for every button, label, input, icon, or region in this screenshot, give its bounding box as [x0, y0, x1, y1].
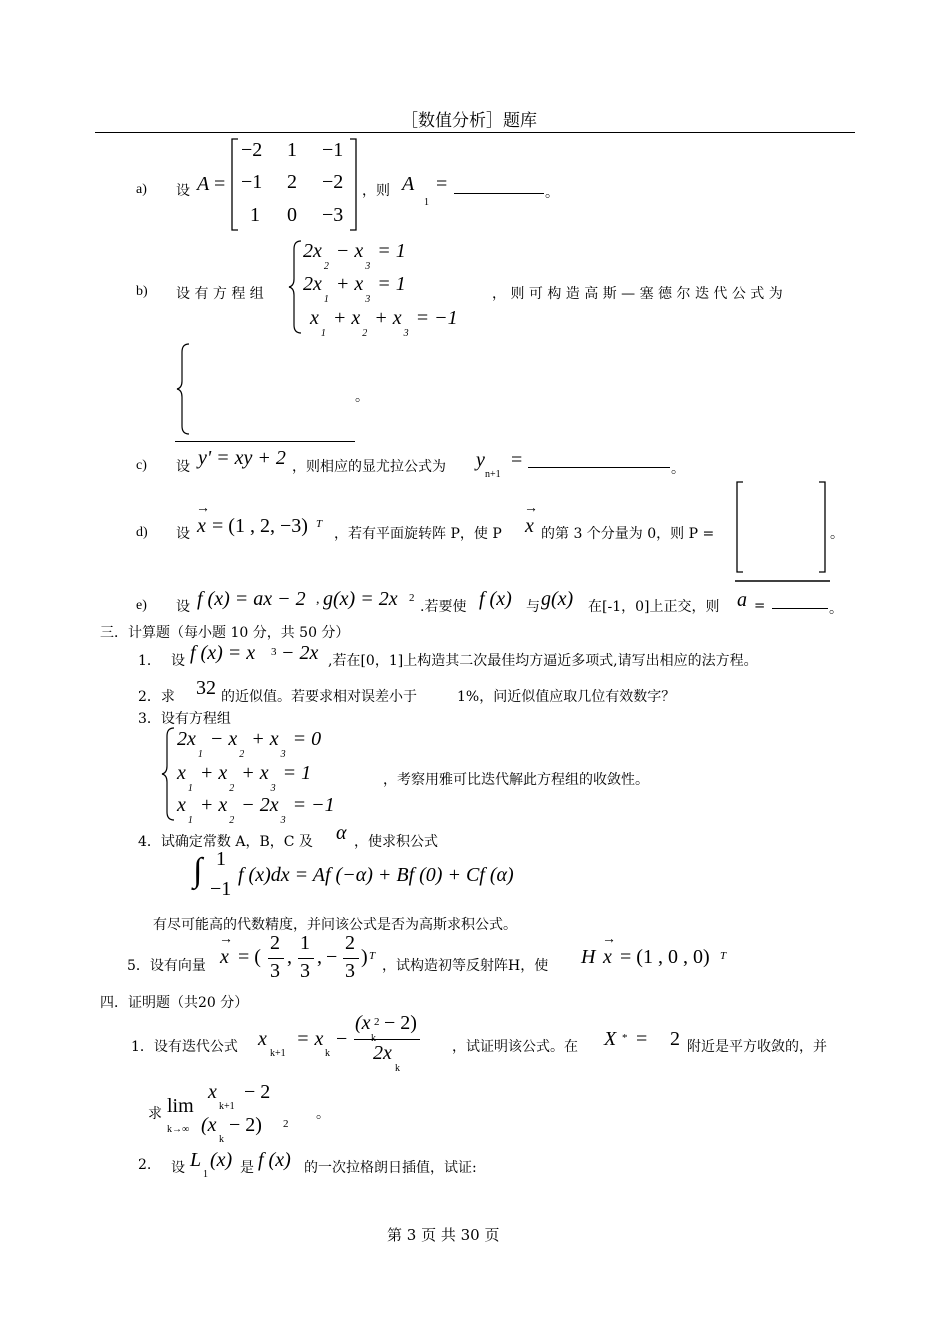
vector-arrow-icon: → — [196, 501, 210, 516]
item-a-eq2: = — [436, 173, 448, 195]
page-title: ［数值分析］题库 — [401, 111, 537, 131]
item-c-mid: ，则相应的显尤拉公式为 — [292, 459, 446, 475]
item-a-norm-var: A — [402, 173, 415, 195]
item-d-vec2: x — [525, 515, 534, 537]
q3-1-sup: 3 — [271, 646, 277, 658]
item-e-gsup: 2 — [409, 592, 415, 604]
q4-2-Lsub: 1 — [203, 1169, 208, 1180]
q3-5-close: ) — [361, 946, 368, 968]
item-e-prefix: 设 — [176, 599, 190, 615]
q4-1-lim-sub: k→∞ — [167, 1124, 190, 1135]
item-a-norm-sub: 1 — [424, 197, 429, 208]
matrix-cell: 0 — [287, 204, 297, 226]
item-a-then: ，则 — [362, 183, 390, 199]
item-e-fx: f (x) — [479, 588, 512, 610]
item-d-vec: x — [197, 515, 206, 537]
item-c-ysub: n+1 — [485, 469, 501, 480]
frac-comma: , — [317, 946, 322, 968]
vector-arrow-icon: → — [524, 501, 538, 516]
item-e-eq: = — [754, 598, 766, 614]
q3-system-eq1: $2x_1 - x_2 + x_3 = 0$ — [177, 728, 322, 760]
answer-brace — [176, 342, 192, 436]
q4-1-fd: (x — [201, 1114, 217, 1136]
integral-sign: ∫ — [193, 852, 203, 889]
frac-num: 2 — [345, 932, 355, 954]
answer-blank — [454, 193, 544, 194]
q4-1-eq: = x — [296, 1028, 324, 1050]
item-b-label: b) — [136, 284, 148, 299]
item-d-T: T — [316, 518, 323, 530]
q3-4-text2: 有尽可能高的代数精度，并问该公式是否为高斯求积公式。 — [153, 917, 517, 933]
answer-blank — [175, 441, 355, 442]
q4-1-fd-rest: − 2) — [229, 1114, 262, 1136]
matrix-cell: −2 — [241, 139, 263, 161]
q4-1-star: * — [622, 1032, 628, 1044]
q4-1-num: 1．设有迭代公式 — [131, 1039, 238, 1055]
q3-2-num: 2．求 — [138, 689, 175, 705]
section4-title: 四．证明题（共20 分） — [100, 995, 249, 1011]
q3-1-f2: − 2x — [281, 642, 319, 664]
q3-1-text: ,若在[0，1]上构造其二次最佳均方逼近多项式,请写出相应的法方程。 — [328, 653, 758, 669]
item-a-prefix: 设 — [176, 183, 190, 199]
q4-1-text2: 附近是平方收敛的，并 — [687, 1039, 827, 1055]
system-brace — [288, 239, 304, 335]
q3-4-int-top: 1 — [216, 848, 226, 870]
q3-5-T2: T — [720, 950, 727, 962]
q4-1-num-rest: − 2) — [384, 1012, 417, 1034]
q4-2-Lx: (x) — [210, 1149, 233, 1171]
q4-2-L: L — [190, 1149, 202, 1171]
matrix-cell: −2 — [322, 171, 344, 193]
q4-1-two: 2 — [670, 1028, 680, 1050]
q3-4-int-bot: −1 — [210, 878, 232, 900]
item-b-end: 。 — [355, 389, 369, 405]
q3-2-val: 32 — [196, 677, 216, 699]
item-e-comma: , — [316, 592, 320, 607]
q3-5-eq: = ( — [238, 946, 261, 968]
q4-1-den: 2x — [373, 1042, 392, 1064]
item-e-mid2: 在[-1，0]上正交，则 — [588, 599, 720, 615]
q3-4-formula: f (x)dx = Af (−α) + Bf (0) + Cf (α) — [238, 864, 514, 886]
q4-2-num: 2. — [138, 1157, 152, 1173]
q3-system-eq3: $x_1 + x_2 - 2x_3 = -1$ — [177, 794, 335, 826]
system-eq2: $2x_1 + x_3 = 1$ — [303, 273, 406, 305]
frac-den: 3 — [270, 960, 280, 982]
q4-1-num-k: k — [371, 1033, 376, 1044]
q3-3-num: 3．设有方程组 — [138, 711, 231, 727]
item-c-eq: = — [511, 449, 523, 471]
item-d-mid: ，若有平面旋转阵 P，使 P — [334, 526, 502, 542]
item-c-end: 。 — [671, 461, 685, 477]
q3-1-num: 1． — [138, 653, 161, 669]
frac-num: 2 — [270, 932, 280, 954]
section3-title: 三．计算题（每小题 10 分，共 50 分） — [100, 625, 350, 641]
item-c-y: y — [476, 449, 485, 471]
q3-1-f: f (x) = x — [190, 642, 256, 664]
system-eq1: $2x_2 - x_3 = 1$ — [303, 240, 406, 272]
frac-minus: − — [326, 946, 338, 968]
system-brace — [161, 726, 177, 822]
q3-2-pct: 1%，问近似值应取几位有效数字？ — [457, 689, 676, 705]
q3-4-text: ，使求积公式 — [354, 834, 438, 850]
item-b-prefix: 设 有 方 程 组 — [176, 286, 264, 302]
q3-5-T: T — [369, 950, 376, 962]
matrix-cell: −1 — [241, 171, 263, 193]
item-c-ode: y' = xy + 2 — [198, 447, 286, 469]
item-e-a: a — [737, 589, 747, 611]
item-e-gx: g(x) — [541, 588, 574, 610]
item-b-suffix: ， 则 可 构 造 高 斯 — 塞 德 尔 迭 代 公 式 为 — [492, 286, 783, 302]
q3-system-eq2: $x_1 + x_2 + x_3 = 1$ — [177, 762, 312, 794]
fraction-bar — [268, 958, 284, 959]
item-e-and: 与 — [526, 599, 540, 615]
frac-num: 1 — [300, 932, 310, 954]
q4-1-fd-sub: k — [219, 1134, 224, 1145]
q4-1-num-sup: 2 — [374, 1016, 380, 1028]
q4-1-lhs: x — [258, 1028, 267, 1050]
matrix-cell: −3 — [322, 204, 344, 226]
q4-2-text: 的一次拉格朗日插值，试证: — [304, 1160, 477, 1176]
q4-1-num-expr: (x — [355, 1012, 371, 1034]
answer-blank — [528, 467, 670, 468]
item-c-label: c) — [136, 458, 147, 473]
q4-1-fd-sup: 2 — [283, 1118, 289, 1130]
vector-arrow-icon: → — [602, 932, 616, 947]
system-eq3: $x_1 + x_2 + x_3 = -1$ — [310, 307, 458, 339]
q4-2-prefix: 设 — [171, 1160, 185, 1176]
q3-5-vec: x — [220, 946, 229, 968]
page-number: 第 3 页 共 30 页 — [387, 1226, 500, 1244]
matrix-cell: 2 — [287, 171, 297, 193]
item-d-mid2: 的第 3 个分量为 0，则 P = — [541, 526, 715, 542]
item-a-end: 。 — [545, 185, 559, 201]
item-c-prefix: 设 — [176, 459, 190, 475]
header-rule — [95, 132, 855, 133]
item-d-vecval: = (1 , 2, −3) — [212, 515, 308, 537]
item-a-label: a) — [136, 182, 147, 197]
q3-1-prefix: 设 — [171, 653, 185, 669]
q4-1-fn-rest: − 2 — [244, 1081, 271, 1103]
q3-4-num: 4．试确定常数 A，B，C 及 — [138, 834, 313, 850]
item-d-label: d) — [136, 525, 148, 540]
item-a-eq: = — [214, 173, 226, 195]
fraction-bar — [343, 958, 359, 959]
q4-1-k: k — [325, 1048, 330, 1059]
q3-5-vec2: x — [603, 946, 612, 968]
matrix-cell: 1 — [250, 204, 260, 226]
item-e-end: 。 — [829, 601, 843, 617]
q4-1-den-k: k — [395, 1063, 400, 1074]
item-d-prefix: 设 — [176, 526, 190, 542]
q4-1-qiu: 求 — [148, 1106, 162, 1122]
q4-1-lim: lim — [167, 1095, 194, 1117]
fraction-bar — [354, 1039, 420, 1040]
q3-4-alpha: α — [336, 822, 347, 844]
item-e-g: g(x) = 2x — [323, 588, 398, 610]
q4-1-text: ，试证明该公式。在 — [452, 1039, 578, 1055]
q3-3-text: ，考察用雅可比迭代解此方程组的收敛性。 — [383, 772, 649, 788]
frac-den: 3 — [345, 960, 355, 982]
q4-1-fn-sub: k+1 — [219, 1101, 235, 1112]
item-a-var: A — [197, 173, 210, 195]
q3-5-H: H — [581, 946, 596, 968]
vector-arrow-icon: → — [219, 932, 233, 947]
item-e-label: e) — [136, 598, 147, 613]
q3-5-text: ，试构造初等反射阵H，使 — [382, 958, 549, 974]
q4-1-fn: x — [208, 1081, 217, 1103]
q4-1-X: X — [604, 1028, 617, 1050]
answer-blank — [772, 608, 828, 609]
q4-1-lhs-sub: k+1 — [270, 1048, 286, 1059]
matrix-cell: 1 — [287, 139, 297, 161]
item-e-mid: .若要使 — [420, 599, 467, 615]
frac-comma: , — [287, 946, 292, 968]
answer-matrix-bracket — [735, 480, 831, 584]
fraction-bar — [298, 958, 314, 959]
item-e-f: f (x) = ax − 2 — [197, 588, 306, 610]
q3-2-text: 的近似值。若要求相对误差小于 — [221, 689, 417, 705]
q4-2-mid: 是 — [240, 1160, 254, 1176]
matrix-cell: −1 — [322, 139, 344, 161]
q4-1-end: 。 — [316, 1106, 330, 1122]
frac-den: 3 — [300, 960, 310, 982]
item-d-end: 。 — [830, 526, 844, 542]
q4-2-fx: f (x) — [258, 1149, 291, 1171]
q3-5-num: 5．设有向量 — [127, 958, 206, 974]
q4-1-eqv: = — [636, 1028, 648, 1050]
q4-1-minus: − — [336, 1028, 348, 1050]
q3-5-rhs: = (1 , 0 , 0) — [620, 946, 710, 968]
